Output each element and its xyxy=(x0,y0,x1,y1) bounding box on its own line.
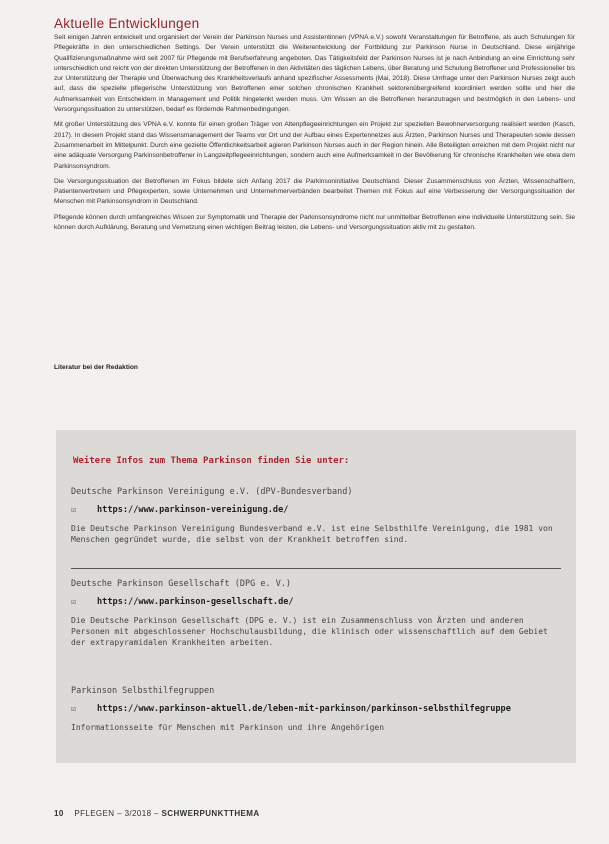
org-description: Die Deutsche Parkinson Vereinigung Bundesverband e.V. ist eine Selbsthilfe Vereinigung, die 1981 von Menschen gegründet wurde, die selbst von der Krankheit betroffen sind. xyxy=(71,524,553,545)
org-entry xyxy=(71,579,561,649)
literature-note: Literatur bei der Redaktion xyxy=(54,364,138,371)
article-paragraph: Seit einigen Jahren entwickelt und organisiert der Verein der Parkinson Nurses und Assistentinnen (VPNA e.V.) sowohl Veranstaltungen für Betroffene, als auch Schulungen für Pflegekräfte in den unterschiedlichen Settings. Der Verein unterstützt die Weiterentwicklung der Fortbildung zur Parkinson Nurse in Deutschland. Diese einjährige Qualifizierungsmaßnahme wird seit 2007 für Pflegende mit Berufserfahrung angeboten. Das Tätigkeitsfeld der Parkinson Nurses ist je nach Anbindung an eine Einrichtung sehr unterschiedlich und reicht von der direkten Unterstützung der Betroffenen in den Aktivitäten des täglichen Lebens, über Beratung und Schulung Betroffener und Professioneller bis zur Unterstützung der Therapie und Überwachung des Krankheitsverlaufs anhand spezifischer Assessments (Mai, 2018). Diese Umfrage unter den Parkinson Nurses zeigt auch auf, dass die spezielle pflegerische Unterstützung von Betroffenen einer solchen chronischen Krankheit sektorenübergreifend koordiniert werden sollte und hier die Aufmerksamkeit von Entscheidern in Management und Politik hingelenkt werden muss. Um Wissen an die Betroffenen heranzutragen und bestmöglich in den Lebens- und Versorgungssituation zu unterstützen, bedarf es fördernde Rahmenbedingungen. xyxy=(54,34,575,114)
article-paragraph: Pflegende können durch umfangreiches Wissen zur Symptomatik und Therapie der Parkinsonsyndrome nicht nur unmittelbar Betroffenen eine individuelle Unterstützung sein. Sie können durch Aufklärung, Beratung und Vernetzung einen wichtigen Beitrag leisten, die Lebens- und Versorgungssituation aktiv mit zu gestalten. xyxy=(54,213,575,232)
divider xyxy=(71,568,561,569)
org-name: Deutsche Parkinson Vereinigung e.V. (dPV-Bundesverband) xyxy=(71,487,353,497)
org-link[interactable]: https://www.parkinson-aktuell.de/leben-mit-parkinson/parkinson-selbsthilfegruppe xyxy=(97,704,511,714)
org-description: Die Deutsche Parkinson Gesellschaft (DPG e. V.) ist ein Zusammenschluss von Ärzten und anderen Personen mit abgeschlossener Hochschulausbildung, die klinisch oder wissenschaftlich auf dem Gebiet der extrapyramidalen Krankheiten arbeiten. xyxy=(71,616,548,648)
org-link[interactable]: https://www.parkinson-vereinigung.de/ xyxy=(97,505,289,515)
org-description: Informationsseite für Menschen mit Parkinson und ihre Angehörigen xyxy=(71,723,385,732)
article-heading: Aktuelle Entwicklungen xyxy=(54,16,200,31)
org-entry xyxy=(71,686,561,733)
article-paragraph: Mit großer Unterstützung des VPNA e.V. konnte für einen großen Träger von Altenpflegeeinrichtungen ein Projekt zur speziellen Bewohnerversorgung realisiert werden (Kasch, 2017). In diesem Projekt stand das Wissensmanagement der Teams vor Ort und der Aufbau eines Expertennetzes aus Ärzten, Parkinson Nurses und Therapeuten sowie dessen Zusammenarbeit im Mittelpunkt. Durch eine gezielte Öffentlichkeitsarbeit agieren Parkinson Nurses auch in der Region hinein. Alle Beteiligten erreichen mit dem Projekt nicht nur eine adäquate Versorgung Parkinsonbetroffener in Langzeitpflegeeinrichtungen, sondern auch eine Aufmerksamkeit in der Bevölkerung für chronische Krankheiten wie etwa dem Parkinsonsyndrom. xyxy=(54,121,575,170)
checkbox-icon: ☑ xyxy=(71,505,76,514)
section-label: SCHWERPUNKTTHEMA xyxy=(161,809,260,818)
article-body xyxy=(54,33,575,238)
checkbox-icon: ☑ xyxy=(71,704,76,713)
org-name: Parkinson Selbsthilfegruppen xyxy=(71,686,215,696)
page-number: 10 xyxy=(54,809,64,818)
issue-label: PFLEGEN – 3/2018 – xyxy=(74,809,159,818)
checkbox-icon: ☑ xyxy=(71,597,76,606)
org-link[interactable]: https://www.parkinson-gesellschaft.de/ xyxy=(97,597,294,607)
org-entry xyxy=(71,487,561,545)
article-paragraph: Die Versorgungssituation der Betroffenen im Fokus bildete sich Anfang 2017 die Parkinsoninitiative Deutschland. Dieser Zusammenschluss von Ärzten, Wissenschaftlern, Patientenvertretern und Pflegexperten, sowie Unternehmen und Unternehmerverbänden bearbeitet Themen mit Fokus auf eine Verbesserung der Versorgungssituation der Menschen mit Parkinsonsyndrom in Deutschland. xyxy=(54,177,575,206)
org-name: Deutsche Parkinson Gesellschaft (DPG e. V.) xyxy=(71,579,292,589)
info-box-title: Weitere Infos zum Thema Parkinson finden Sie unter: xyxy=(73,456,350,466)
info-box xyxy=(56,430,576,763)
page-footer xyxy=(54,809,260,818)
